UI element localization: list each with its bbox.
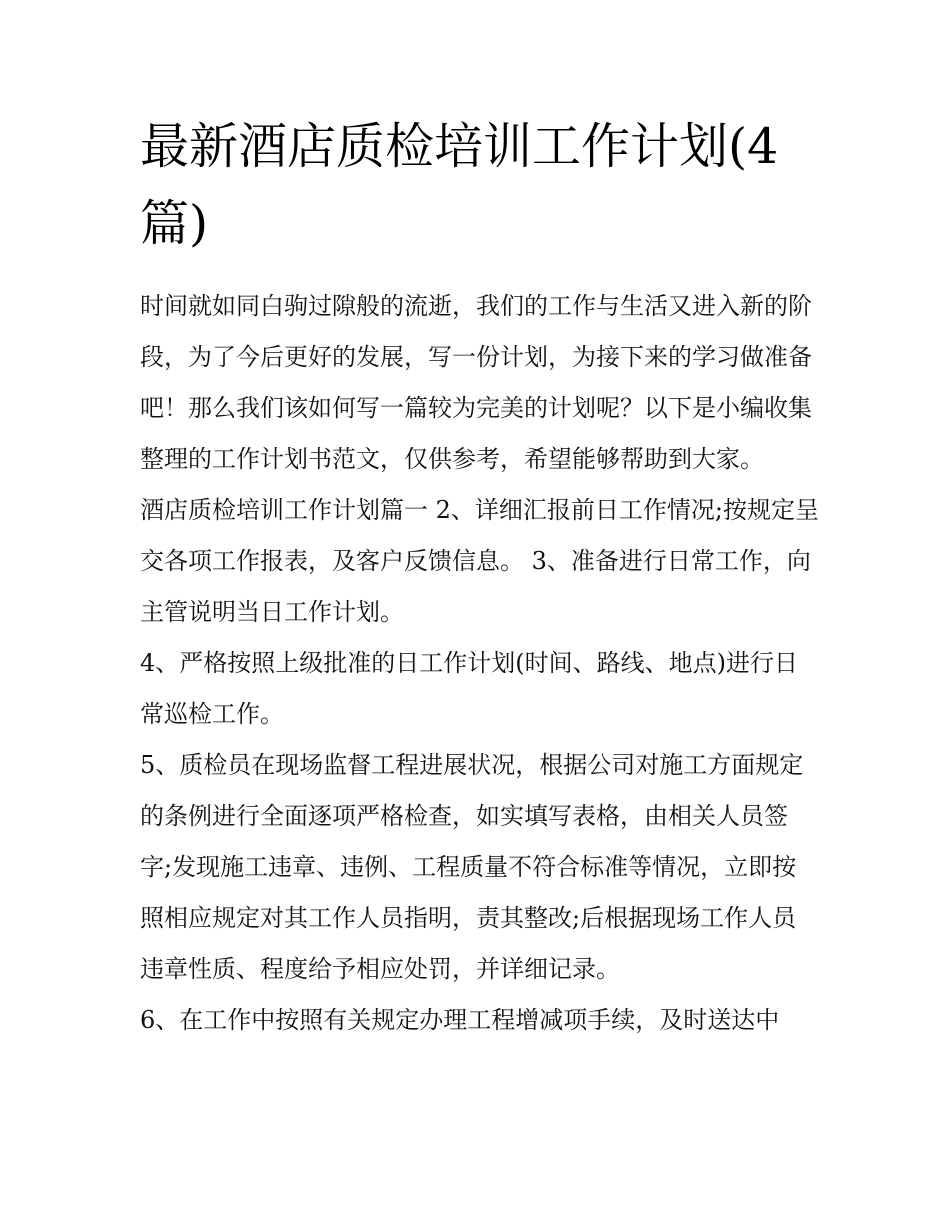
paragraph-item-6: 6、在工作中按照有关规定办理工程增减项手续，及时送达中 bbox=[140, 1006, 780, 1034]
document-body bbox=[140, 281, 820, 1046]
paragraph-item-4: 4、严格按照上级批准的日工作计划(时间、路线、地点)进行日常巡检工作。 bbox=[140, 649, 798, 728]
paragraph-part-one: 酒店质检培训工作计划篇一 2、详细汇报前日工作情况;按规定呈交各项工作报表，及客户反馈信息。 3、准备进行日常工作，向主管说明当日工作计划。 bbox=[140, 496, 819, 626]
document-title: 最新酒店质检培训工作计划(4篇) bbox=[140, 118, 779, 252]
paragraph-intro: 时间就如同白驹过隙般的流逝，我们的工作与生活又进入新的阶段，为了今后更好的发展，写一份计划，为接下来的学习做准备吧！那么我们该如何写一篇较为完美的计划呢？以下是小编收集整理的工作计划书范文，仅供参考，希望能够帮助到大家。 bbox=[140, 292, 812, 473]
paragraph-item-5: 5、质检员在现场监督工程进展状况，根据公司对施工方面规定的条例进行全面逐项严格检查，如实填写表格，由相关人员签字;发现施工违章、违例、工程质量不符合标准等情况，立即按照相应规定对其工作人员指明，责其整改;后根据现场工作人员违章性质、程度给予相应处罚，并详细记录。 bbox=[140, 751, 804, 983]
